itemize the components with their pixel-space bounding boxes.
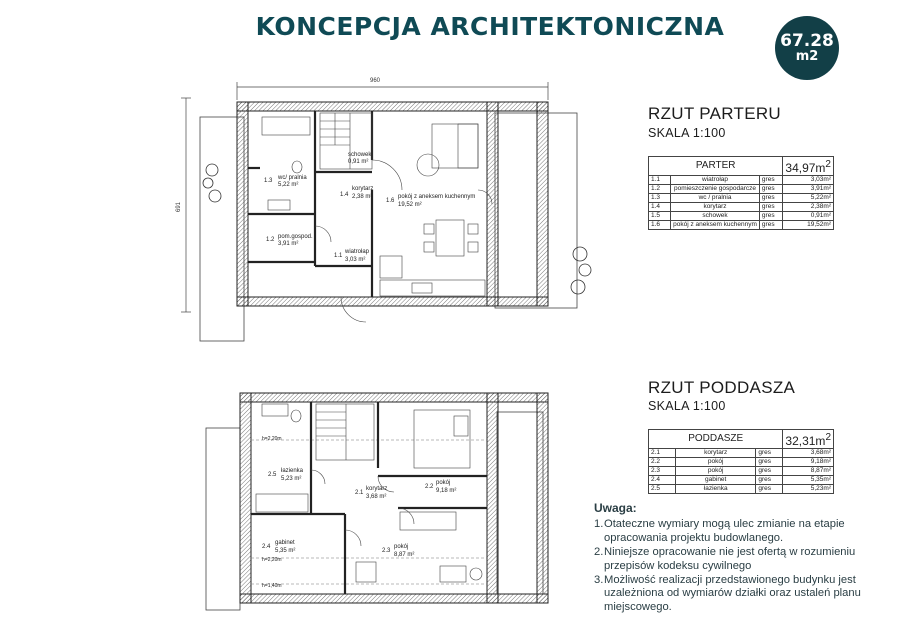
table-row <box>649 476 834 485</box>
room-label-area: 19,52 m² <box>398 202 422 208</box>
table-row <box>649 485 834 494</box>
row-name: korytarz <box>671 203 760 212</box>
attic-heading: RZUT PODDASZA <box>648 378 796 397</box>
attic-bath-fixtures <box>256 404 308 512</box>
notes-block <box>594 502 894 614</box>
room-label-name: schowek <box>348 152 372 158</box>
row-area: 19,52m² <box>783 221 834 230</box>
total-area-unit: m2 <box>795 49 819 64</box>
row-code: 2.3 <box>649 467 676 476</box>
wall-east-terrace <box>537 102 548 306</box>
row-code: 2.1 <box>649 449 676 458</box>
table-header <box>649 157 834 176</box>
table-header-total <box>783 157 834 176</box>
total-area-value: 67.28 <box>780 31 834 51</box>
room-label-area: 5,22 m² <box>278 182 299 188</box>
row-name: schowek <box>671 212 760 221</box>
row-area: 3,68m² <box>783 449 834 458</box>
room-label-area: 3,03 m² <box>345 257 366 263</box>
room-label-code: 1.3 <box>264 178 273 184</box>
row-area: 2,38m² <box>783 203 834 212</box>
row-floor: gres <box>756 485 783 494</box>
toilet-ground <box>292 161 302 173</box>
room-label-code: 2.2 <box>425 484 434 490</box>
room-label-area: 2,38 m² <box>352 194 373 200</box>
notes-title: Uwaga: <box>594 501 637 515</box>
room-label-name: gabinet <box>275 540 295 546</box>
room-label-area: 5,23 m² <box>281 476 302 482</box>
row-floor: gres <box>759 212 782 221</box>
row-area: 5,22m² <box>783 194 834 203</box>
row-floor: gres <box>759 185 782 194</box>
plants-ground <box>203 164 591 294</box>
room-label-name: pokój <box>394 544 409 550</box>
row-floor: gres <box>756 476 783 485</box>
table-row <box>649 449 834 458</box>
table-row <box>649 176 834 185</box>
table-row <box>649 221 834 230</box>
room-label-name: pokój z aneksem kuchennym <box>398 194 476 200</box>
row-code: 1.5 <box>649 212 671 221</box>
living-furniture <box>380 124 485 296</box>
height-label: h=2,20m <box>262 436 282 442</box>
row-code: 1.1 <box>649 176 671 185</box>
note-text: Możliwość realizacji przedstawionego budynku jest uzależniona od wymiarów działki oraz ustaleń planu miejscowego. <box>604 574 861 613</box>
note-text: Otateczne wymiary mogą ulec zmianie na etapie opracowania projektu budowlanego. <box>604 518 845 544</box>
table-total-sup: 2 <box>825 158 831 170</box>
room-label-area: 8,87 m² <box>394 552 415 558</box>
row-code: 2.2 <box>649 458 676 467</box>
wall-west <box>237 102 248 306</box>
row-floor: gres <box>756 467 783 476</box>
row-name: wc / pralnia <box>671 194 760 203</box>
dimension-width-label: 960 <box>370 78 381 84</box>
room-label-code: 2.1 <box>355 490 364 496</box>
room-label-code: 2.5 <box>268 472 277 478</box>
room-label-area: 3,91 m² <box>278 241 299 247</box>
table-row <box>649 458 834 467</box>
table-total-sup: 2 <box>825 431 831 443</box>
room-label-code: 1.4 <box>340 192 349 198</box>
room-label-code: 1.2 <box>266 237 275 243</box>
row-floor: gres <box>759 176 782 185</box>
height-label: h=2,20m <box>262 557 282 563</box>
row-floor: gres <box>756 458 783 467</box>
interior-walls <box>248 111 372 297</box>
wall-south <box>237 297 548 306</box>
dimension-width <box>237 82 548 100</box>
note-item <box>594 574 894 614</box>
ground-floor-heading: RZUT PARTERU <box>648 104 782 123</box>
room-label-name: wiatrołap <box>345 249 370 255</box>
room-label-code: 1.6 <box>386 198 395 204</box>
row-floor: gres <box>759 194 782 203</box>
room-label-name: wc/ pralnia <box>278 175 307 181</box>
stairs-attic <box>316 404 374 460</box>
row-area: 9,18m² <box>783 458 834 467</box>
dimension-depth <box>181 98 191 312</box>
room-label-name: pokój <box>436 480 451 486</box>
table-header-name: PODDASZE <box>649 430 783 449</box>
room-label-name: pom.gospod. <box>278 234 313 240</box>
row-code: 1.4 <box>649 203 671 212</box>
table-total-value: 34,97m <box>785 160 826 175</box>
row-area: 0,91m² <box>783 212 834 221</box>
room-label-area: 0,91 m² <box>348 159 369 165</box>
room-label-code: 1.1 <box>334 253 343 259</box>
attic-wall-east-balcony <box>537 393 548 603</box>
row-name: pokój <box>676 467 756 476</box>
doors-attic <box>311 470 414 546</box>
room-label-area: 5,35 m² <box>275 548 296 554</box>
table-row <box>649 203 834 212</box>
note-number: 1. <box>594 518 604 531</box>
room-label-area: 3,68 m² <box>366 494 387 500</box>
table-header <box>649 430 834 449</box>
room-label-code: 2.4 <box>262 544 271 550</box>
ground-floor-plan <box>176 78 591 341</box>
terrace-right <box>495 113 577 308</box>
table-row <box>649 185 834 194</box>
row-code: 2.4 <box>649 476 676 485</box>
attic-wall-west <box>240 393 251 603</box>
row-name: wiatrołap <box>671 176 760 185</box>
row-name: pomieszczenie gospodarcze <box>671 185 760 194</box>
attic-scale: SKALA 1:100 <box>648 399 726 413</box>
room-label-name: łazienka <box>281 468 304 474</box>
row-code: 1.2 <box>649 185 671 194</box>
row-area: 3,91m² <box>783 185 834 194</box>
dimension-depth-label: 691 <box>176 201 182 212</box>
row-code: 1.6 <box>649 221 671 230</box>
note-item <box>594 518 894 545</box>
table-row <box>649 212 834 221</box>
row-code: 2.5 <box>649 485 676 494</box>
table-total-value: 32,31m <box>785 433 826 448</box>
room-label-name: korytarz <box>366 486 388 492</box>
attic-plan <box>206 393 548 610</box>
attic-area-table <box>648 429 834 494</box>
table-header-total <box>783 430 834 449</box>
table-header-name: PARTER <box>649 157 783 176</box>
row-name: pokój z aneksem kuchennym <box>671 221 760 230</box>
row-floor: gres <box>759 221 782 230</box>
attic-wall-south <box>240 594 548 603</box>
table-row <box>649 194 834 203</box>
row-area: 5,35m² <box>783 476 834 485</box>
row-area: 5,23m² <box>783 485 834 494</box>
row-floor: gres <box>759 203 782 212</box>
note-number: 3. <box>594 574 604 587</box>
row-area: 3,03m² <box>783 176 834 185</box>
row-name: korytarz <box>676 449 756 458</box>
row-name: pokój <box>676 458 756 467</box>
row-name: łazienka <box>676 485 756 494</box>
row-area: 8,87m² <box>783 467 834 476</box>
wall-north <box>237 102 548 111</box>
balcony-right <box>497 412 543 594</box>
height-label: h=1,40m <box>262 583 282 589</box>
row-code: 1.3 <box>649 194 671 203</box>
table-row <box>649 467 834 476</box>
room-label-area: 9,18 m² <box>436 488 457 494</box>
note-text: Niniejsze opracowanie nie jest ofertą w rozumieniu przepisów kodeksu cywilnego <box>604 546 856 572</box>
attic-wall-east <box>487 393 498 603</box>
wall-east <box>487 102 498 306</box>
shower-ground <box>262 117 310 135</box>
room-label-name: korytarz <box>352 186 374 192</box>
note-number: 2. <box>594 546 604 559</box>
note-item <box>594 546 894 573</box>
attic-wall-north <box>240 393 548 402</box>
row-floor: gres <box>756 449 783 458</box>
ground-floor-scale: SKALA 1:100 <box>648 126 726 140</box>
room-label-code: 2.3 <box>382 548 391 554</box>
row-name: gabinet <box>676 476 756 485</box>
page-title: KONCEPCJA ARCHITEKTONICZNA <box>255 12 725 41</box>
balcony-left <box>206 428 240 610</box>
ground-floor-area-table <box>648 156 834 230</box>
washbasin-ground <box>268 200 290 210</box>
